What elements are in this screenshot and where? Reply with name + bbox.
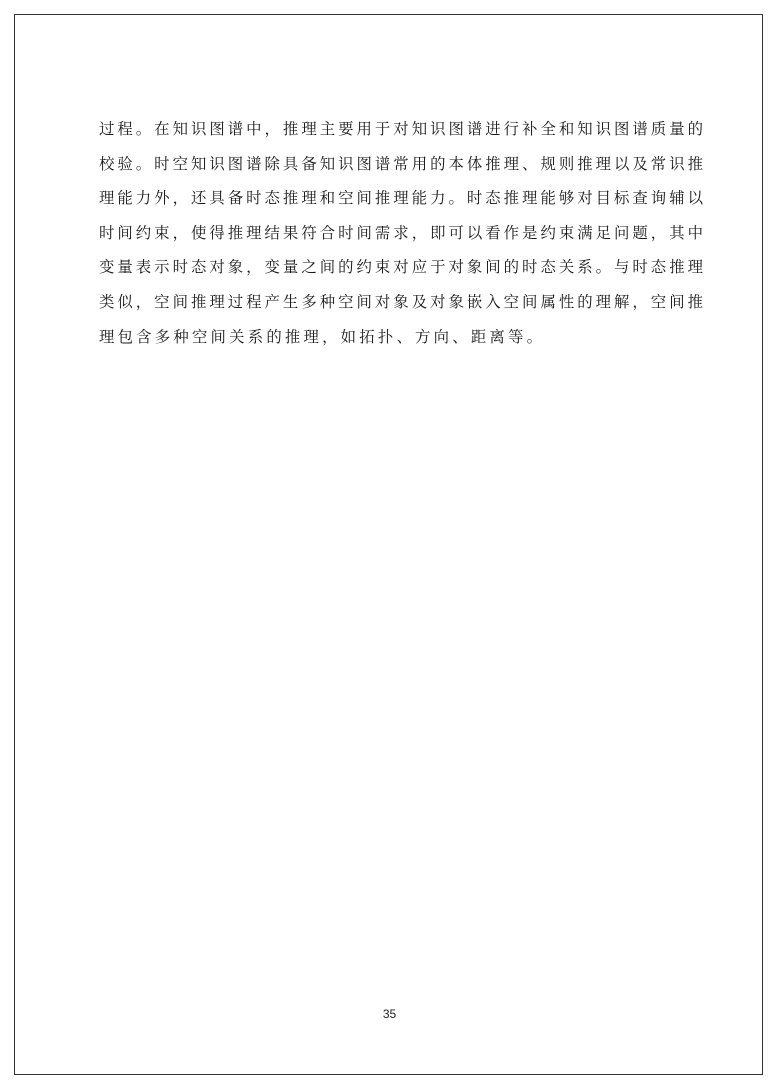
paragraph-line: 理能力外，还具备时态推理和空间推理能力。时态推理能够对目标查询辅以 (99, 189, 703, 208)
paragraph-line: 过程。在知识图谱中，推理主要用于对知识图谱进行补全和知识图谱质量的 (99, 120, 703, 138)
paragraph-line: 校验。时空知识图谱除具备知识图谱常用的本体推理、规则推理以及常识推 (99, 154, 703, 173)
paragraph-line: 类似，空间推理过程产生多种空间对象及对象嵌入空间属性的理解，空间推 (99, 292, 703, 311)
paragraph-line: 时间约束，使得推理结果符合时间需求，即可以看作是约束满足问题，其中 (99, 223, 703, 242)
paragraph-line: 变量表示时态对象，变量之间的约束对应于对象间的时态关系。与时态推理 (99, 258, 703, 277)
page-number: 35 (382, 1007, 397, 1021)
paragraph-line-last: 理包含多种空间关系的推理，如拓扑、方向、距离等。 (99, 327, 546, 346)
body-paragraph (99, 112, 703, 354)
